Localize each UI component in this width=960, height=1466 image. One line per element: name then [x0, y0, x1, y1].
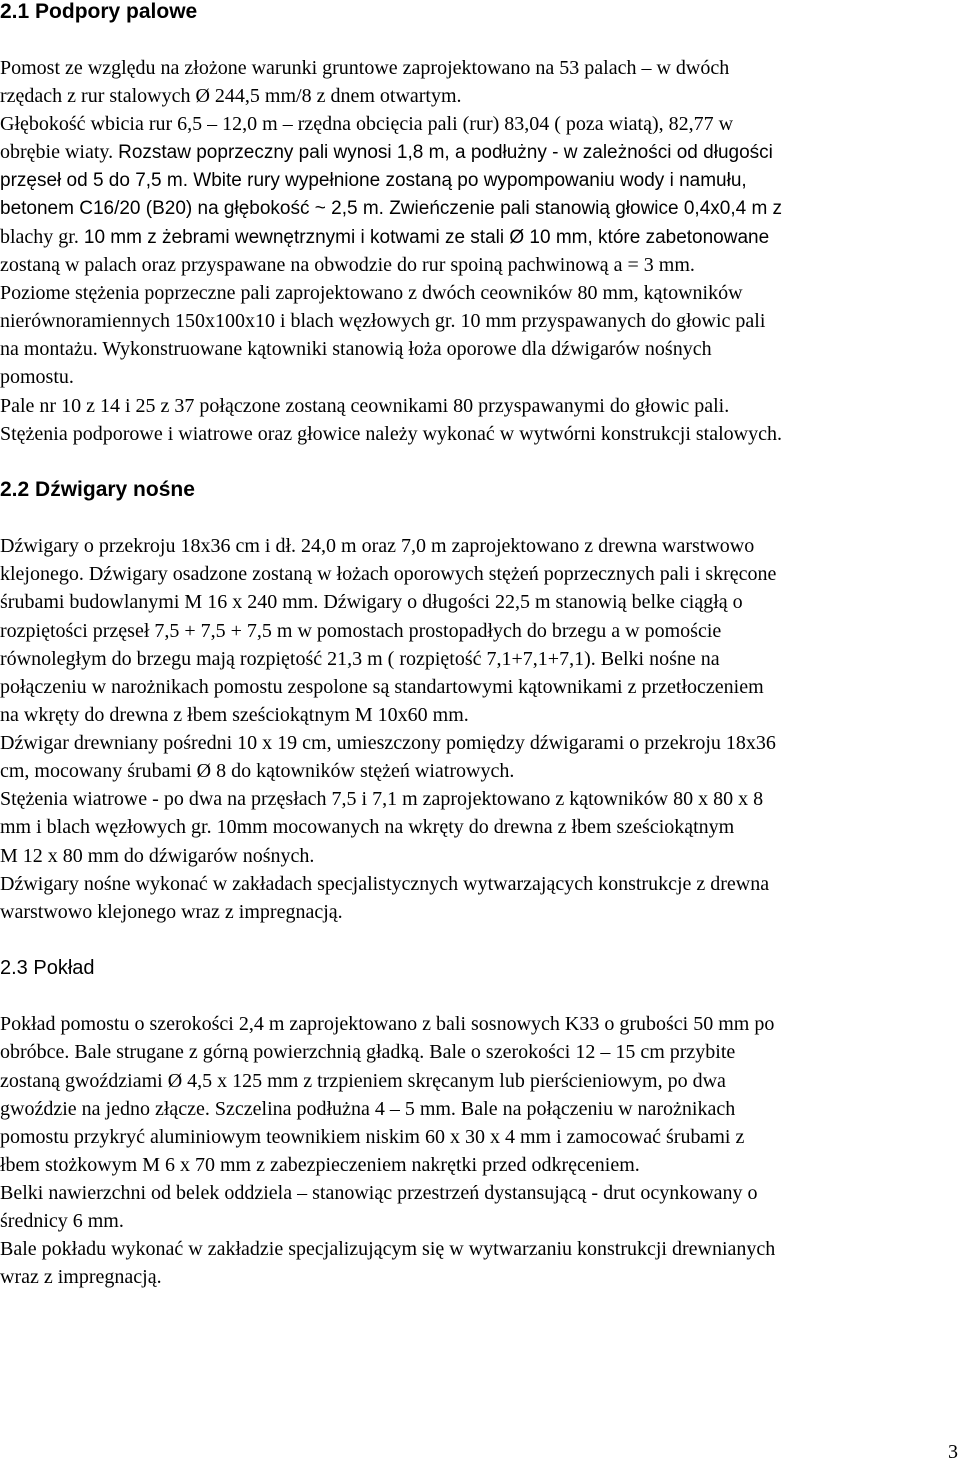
text-run: obrębie wiaty. [0, 141, 119, 163]
paragraph-line: Dźwigary nośne wykonać w zakładach specjalistycznych wytwarzających konstrukcje z drewna [0, 873, 770, 895]
paragraph-line: Dźwigary o przekroju 18x36 cm i dł. 24,0 m oraz 7,0 m zaprojektowano z drewna warstwowo [0, 535, 755, 557]
paragraph-line: Stężenia wiatrowe - po dwa na przęsłach 7,5 i 7,1 m zaprojektowano z kątowników 80 x 80 x 8 [0, 788, 764, 810]
section-heading-podpory-palowe: 2.1 Podpory palowe [0, 0, 198, 23]
paragraph-line: śrubami budowlanymi M 16 x 240 mm. Dźwigary o długości 22,5 m stanowią belke ciągłą o [0, 591, 743, 613]
paragraph-line: gwoździe na jedno złącze. Szczelina podłużna 4 – 5 mm. Bale na połączeniu w narożnikach [0, 1098, 736, 1120]
paragraph-line: pomostu przykryć aluminiowym teownikiem niskim 60 x 30 x 4 mm i zamocować śrubami z [0, 1126, 745, 1148]
paragraph-line: na wkręty do drewna z łbem sześciokątnym M 10x60 mm. [0, 704, 469, 726]
paragraph-line: cm, mocowany śrubami Ø 8 do kątowników stężeń wiatrowych. [0, 760, 515, 782]
paragraph-line: Bale pokładu wykonać w zakładzie specjalizującym się w wytwarzaniu konstrukcji drewnianych [0, 1238, 776, 1260]
section-heading-poklad: 2.3 Pokład [0, 957, 95, 979]
paragraph-line: pomostu. [0, 366, 74, 388]
paragraph-line: Pale nr 10 z 14 i 25 z 37 połączone zostaną ceownikami 80 przyspawanymi do głowic pali. [0, 395, 730, 417]
paragraph-line [0, 223, 769, 252]
paragraph-line: Pokład pomostu o szerokości 2,4 m zaprojektowano z bali sosnowych K33 o grubości 50 mm po [0, 1013, 775, 1035]
paragraph-line: Belki nawierzchni od belek oddziela – stanowiąc przestrzeń dystansującą - drut ocynkowany o [0, 1182, 758, 1204]
paragraph-line: mm i blach węzłowych gr. 10mm mocowanych na wkręty do drewna z łbem sześciokątnym [0, 816, 735, 838]
paragraph-line: rozpiętości przęseł 7,5 + 7,5 + 7,5 m w pomostach prostopadłych do brzegu a w pomoście [0, 620, 722, 642]
paragraph-line: wraz z impregnacją. [0, 1266, 162, 1288]
paragraph-line: Poziome stężenia poprzeczne pali zaprojektowano z dwóch ceowników 80 mm, kątowników [0, 282, 743, 304]
paragraph-line: rzędach z rur stalowych Ø 244,5 mm/8 z dnem otwartym. [0, 85, 462, 107]
paragraph-line: warstwowo klejonego wraz z impregnacją. [0, 901, 343, 923]
paragraph-line: zostaną w palach oraz przyspawane na obwodzie do rur spoiną pachwinową a = 3 mm. [0, 254, 695, 276]
paragraph-line: Pomost ze względu na złożone warunki gruntowe zaprojektowano na 53 palach – w dwóch [0, 57, 730, 79]
paragraph-line: na montażu. Wykonstruowane kątowniki stanowią łoża oporowe dla dźwigarów nośnych [0, 338, 712, 360]
paragraph-line: betonem C16/20 (B20) na głębokość ~ 2,5 m. Zwieńczenie pali stanowią głowice 0,4x0,4 m z [0, 198, 783, 219]
paragraph-line: Głębokość wbicia rur 6,5 – 12,0 m – rzędna obcięcia pali (rur) 83,04 ( poza wiatą), 82,77 w [0, 113, 734, 135]
text-run: Rozstaw poprzeczny pali wynosi 1,8 m, a podłużny - w zależności od długości [118, 142, 773, 163]
paragraph-line [0, 138, 773, 167]
text-run: blachy gr. [0, 226, 84, 248]
section-heading-dzwigary-nosne: 2.2 Dźwigary nośne [0, 478, 195, 501]
paragraph-line: zostaną gwoździami Ø 4,5 x 125 mm z trzpieniem skręcanym lub pierścieniowym, po dwa [0, 1070, 726, 1092]
paragraph-line: średnicy 6 mm. [0, 1210, 124, 1232]
text-run: 10 mm z żebrami wewnętrznymi i kotwami ze stali Ø 10 mm, które zabetonowane [83, 227, 770, 248]
paragraph-line: równoległym do brzegu mają rozpiętość 21,3 m ( rozpiętość 7,1+7,1+7,1). Belki nośne na [0, 648, 720, 670]
paragraph-line: nierównoramiennych 150x100x10 i blach węzłowych gr. 10 mm przyspawanych do głowic pali [0, 310, 766, 332]
paragraph-line: łbem stożkowym M 6 x 70 mm z zabezpieczeniem nakrętki przed odkręceniem. [0, 1154, 640, 1176]
paragraph-line: M 12 x 80 mm do dźwigarów nośnych. [0, 845, 315, 867]
page-number: 3 [948, 1441, 958, 1463]
paragraph-line: klejonego. Dźwigary osadzone zostaną w łożach oporowych stężeń poprzecznych pali i skręcone [0, 563, 777, 585]
paragraph-line: Stężenia podporowe i wiatrowe oraz głowice należy wykonać w wytwórni konstrukcji stalowych. [0, 423, 782, 445]
paragraph-line: obróbce. Bale strugane z górną powierzchnią gładką. Bale o szerokości 12 – 15 cm przybite [0, 1041, 736, 1063]
paragraph-line: Dźwigar drewniany pośredni 10 x 19 cm, umieszczony pomiędzy dźwigarami o przekroju 18x36 [0, 732, 776, 754]
paragraph-line: przęseł od 5 do 7,5 m. Wbite rury wypełnione zostaną po wypompowaniu wody i namułu, [0, 170, 747, 191]
paragraph-line: połączeniu w narożnikach pomostu zespolone są standartowymi kątownikami z przetłoczeniem [0, 676, 764, 698]
